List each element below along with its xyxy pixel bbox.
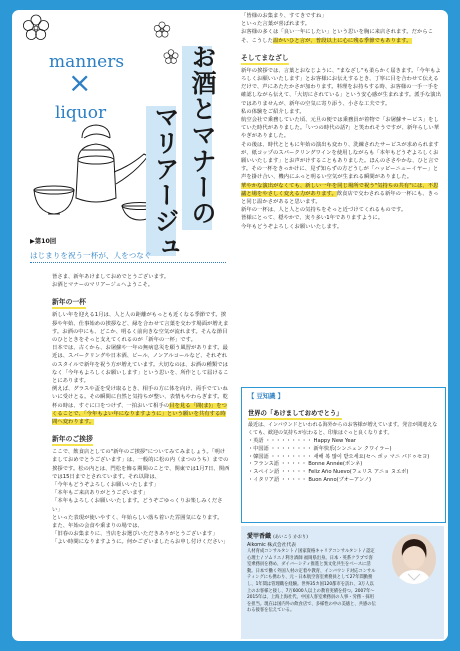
paragraph: その後は、時代とともに年始の演出も変わり、洗練されたサービスが求められますが、紙コップのスパークリングワインを使用しながらも「本年もどうぞよろしくお願いいたします」とお声がけすることもありました。ほんのささやかな、ひと言です。その一杯をきっかけに、見ず知らずの方どうしが「ハッピーニューイヤー」と声を掛け合い、機内にふっと明るい空気が生まれる瞬間がありました。 — [241, 141, 439, 181]
trivia-title: 【 豆知識 】 — [248, 393, 284, 400]
paragraph: 日本では、古くから、お屠蘇や一年の無病息災を願う風習があります。最近は、スパークリングや日本酒、ビール、ノンアルコールなど、それぞれのスタイルで新年を祝う方が増えています。大切なのは、お酒の種類ではなく「今年もよろしくお願いします」という思いを、所作として届けることにあります。 — [52, 345, 229, 385]
paragraph: お客様の多くは「良い一年にしたい」という思いを胸に来店されます。だからこそ、こうした温かいひと言が、普段以上に心に残る季節でもあります。 — [241, 29, 434, 44]
paragraph: 航空会社で乗務していた頃、元旦の便では乗務員が着物で「お屠蘇サービス」をしていた時代がありました。「いつの時代の話?」と笑われそうですが、新年らしい華やぎがありました。 — [241, 117, 440, 140]
quote: 「本年もご来店ありがとうございます」 — [52, 490, 149, 497]
cross-mark: × — [68, 66, 92, 99]
author-company: Aikomic 株式会社代表 — [247, 543, 297, 548]
english-title-top: manners — [49, 52, 125, 72]
paragraph: といった言葉が喜ばれます。 — [241, 21, 311, 28]
quote: 「よい時間になりますように。何かございましたらお申し付けください」 — [52, 539, 229, 546]
paragraph: 華やかな演出がなくても、新しい一年を同じ場所で祝う"気持ちの共有"には、不思議と場をやさしく変える力があります。飲食店で交わされる新年の一杯にも、きっと同じ温かさがあると思います。 — [241, 182, 439, 206]
list-item: ・イタリア語 ・・・・・ Buon Anno(ブオーアンノ) — [248, 476, 372, 483]
author-profile — [241, 526, 444, 639]
trivia-description: 最近は、インバウンドといわれる海外からのお客様が増えています。発音が間違えなくても、歓迎の気持ちが伝わると、印象はぐっと良くなります。 — [248, 422, 438, 436]
title-line-1: お酒とマナーの — [188, 44, 217, 226]
list-item: ・中国語 ・・・・・・・・ 新年快乐(シンニェン クワイラー) — [248, 445, 392, 452]
list-item: ・スペイン語 ・・・・・ Feliz Año Nuevo(フェリス アニョ ヌエボ) — [248, 469, 409, 475]
list-item: ・フランス語 ・・・・・ Bonne Année(ボンネ) — [248, 461, 363, 468]
article-subtitle: はじまりを祝う一杯が、人をつなぐ — [30, 251, 152, 260]
plum-blossom-icon — [162, 48, 180, 66]
quote: 「今年もどうぞよろしくお願いいたします」 — [52, 482, 159, 489]
paragraph: また、年始の会食や乗まりの場では、 — [52, 523, 143, 530]
paragraph: 例えば、グラスや盃を受け取るとき、相手の方に体を向け、両手でていねいに受けとる。その瞬間に自然と気持ちが整い、表情もやわらぎます。乾杯の時は、すぐに口をつけず、一拍おいて相手の目を見る「間(ま)」をつくることで、「今年もよい年になりますように」という願いを共有する時間へ変わります。 — [52, 386, 229, 426]
list-item: ・韓国語 ・・・・・・・・ 새해 복 많이 받으세요(セヘ ポッ マニ パドゥセヨ) — [248, 453, 430, 460]
section-heading: そしてまなざし — [241, 54, 289, 65]
author-name: 愛甲香織 (あいこう かおり) — [247, 533, 308, 540]
article-page — [12, 10, 448, 641]
subtitle-divider — [30, 262, 226, 263]
quote: 「旧春のお集まりに、当店をお選びいただきありがとうございます」 — [52, 531, 218, 538]
paragraph: 皆様にとって、穏やかで、実り多い1年でありますように。 — [241, 215, 384, 222]
author-avatar — [392, 534, 436, 584]
paragraph: といった表現が使いやすく、年始らしい落ち着いた雰囲気になります。 — [52, 514, 223, 521]
plum-blossom-icon — [20, 12, 52, 44]
intro-line: お酒とマナーのマリアージュへようこそ。 — [52, 282, 154, 289]
trivia-subtitle: 世界の「あけましておめでとう」 — [248, 410, 342, 420]
paragraph: ここで、飲食店としての"新年のご挨拶"についてみてみましょう。「明けましておめでとうございます」は、一般的に松の内（まつのうち）までの挨拶です。松の内とは、門松を飾る期間のことで、関東では1月7日、関西では15日までとされています。それ以降は、 — [52, 449, 230, 480]
sake-set-illustration — [26, 120, 166, 230]
list-item: ・英語 ・・・・・・・・・ Happy New Year — [248, 438, 356, 445]
series-number: ▶第10回 — [30, 238, 57, 245]
highlighted-text: 目を見る「間(ま)」をつくることで、「今年もよい年になりますように」という願いを共有する時間へ変わります。 — [52, 402, 227, 426]
section-heading: 新年の一杯 — [52, 298, 86, 309]
paragraph: 新年の一杯は、人と人との気持ちをそっと近づけてくれるものです。 — [241, 207, 407, 214]
section-heading: 新年のご挨拶 — [52, 435, 93, 446]
highlighted-text: 温かいひと言が、普段以上に心に残る季節でもあります。 — [272, 37, 412, 44]
quote: 「本年もよろしくお願いいたします。どうぞごゆっくりお楽しみください」 — [52, 498, 223, 513]
quote: 「皆様のお集まり、すてきですね」 — [241, 13, 327, 19]
intro-line: 皆さま、新年あけましておめでとうございます。 — [52, 274, 170, 280]
plum-blossom-icon — [152, 20, 172, 40]
paragraph: 新しい年を迎える1月は、人と人の距離がもっとも近くなる季節です。挨拶や年始、仕事始めの挨拶など、縁を合わせて言葉を交わす場面が増えます。お酒の中にも、どこか、明るく前向きな空気が流れます。そんな節目のひとときをそっと支えてくれるのが「新年の一杯」です。 — [52, 312, 229, 344]
greeting-list — [242, 438, 445, 484]
author-bio: 人材育成コンサルタント / 国家資格キャリアコンサルタント / 認定心理士 / ソムリエ / 利き酒師 福岡県出身。日本・英系クラブで客室乗務員を務め、ダイバーシティ推進と異文化共生をベースに活動。日本で働く外国人材の定着や教育、インバウンド対応コンサルティングにも携わり、元・日本航空客室乗務員として27年間勤務し、1年間は管理職を経験。世界35カ国120都市を訪れ、3万人以上のお客様と接し、7万6000人以上の教育実績を持つ。2007年〜2015年は、上海上海社代、中国人客室乗務員の人事・労務・採用を担当。現在は国内外の飲食店で、多様性の中の美徳と、共感の伝わる接客を伝えている。 — [247, 549, 376, 614]
paragraph: 今年もどうぞよろしくお願いいたします。 — [241, 223, 343, 230]
right-column — [241, 12, 441, 231]
paragraph: 私の体験をご紹介します。 — [241, 108, 305, 115]
trivia-box — [241, 387, 446, 523]
paragraph: 新年の挨拶では、言葉とおなじように、"まなざし"も柔らかく届きます。「今年もよろしくお願いいたします」とお客様にお伝えするとき、丁寧に目を合わせて伝えるだけで、声にあたたかさが加わります。料理をお持ちする時、お客様の一手一手を確認しながら伝えて、「大切にされている」という安心感が生まれます。派手な演出ではありませんが、新年の空気に寄り添う、小さな工夫です。 — [241, 67, 442, 107]
highlighted-text: 華やかな演出がなくても、新しい一年を同じ場所で祝う"気持ちの共有"には、不思議と場をやさしく変える力があります。 — [241, 182, 439, 197]
left-column — [52, 273, 230, 547]
english-title-bottom: liquor — [55, 103, 107, 123]
title-line-2: マリアージュ — [151, 104, 180, 260]
